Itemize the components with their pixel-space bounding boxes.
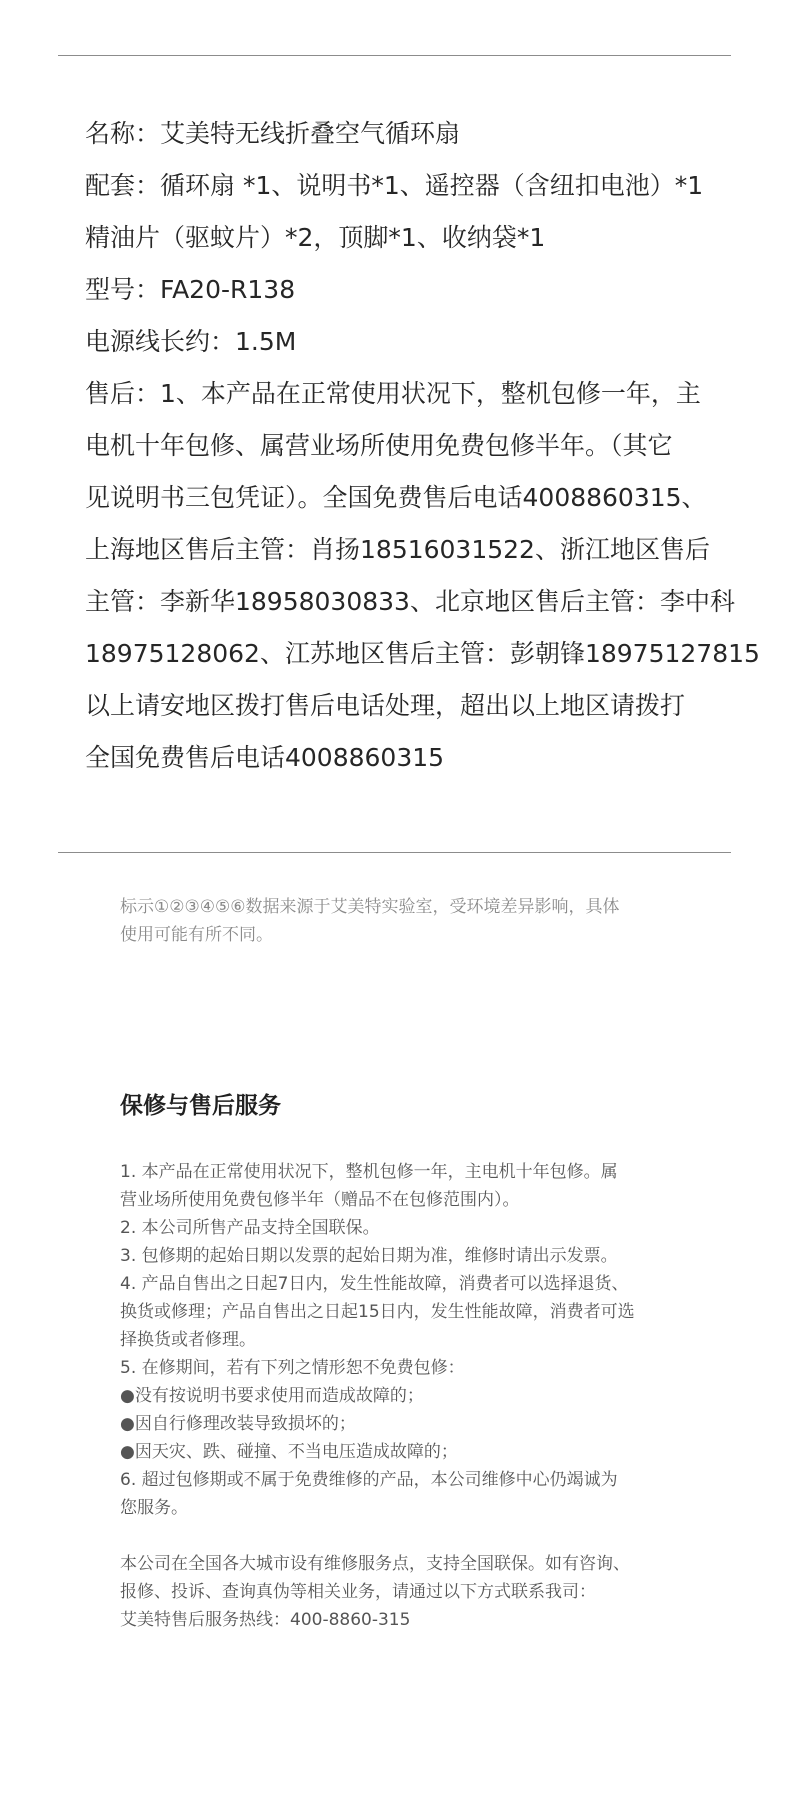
warranty-line: 2. 本公司所售产品支持全国联保。: [120, 1218, 380, 1238]
warranty-line: 1. 本产品在正常使用状况下，整机包修一年，主电机十年包修。属: [120, 1162, 618, 1182]
note-line: 使用可能有所不同。: [120, 925, 273, 945]
spec-cord-length-line: 电源线长约：1.5M: [85, 327, 297, 356]
warranty-section: [120, 1090, 710, 1634]
warranty-bullet: ●因自行修理改装导致损坏的；: [120, 1414, 356, 1434]
spec-after-sales-line: 以上请安地区拨打售后电话处理，超出以上地区请拨打: [85, 691, 686, 720]
warranty-bullet: ●因天灾、跌、碰撞、不当电压造成故障的；: [120, 1442, 458, 1462]
warranty-line: 换货或修理；产品自售出之日起15日内，发生性能故障，消费者可选: [120, 1302, 635, 1322]
warranty-title: 保修与售后服务: [120, 1093, 281, 1119]
warranty-bullet: ●没有按说明书要求使用而造成故障的；: [120, 1386, 424, 1406]
spec-after-sales-line: 上海地区售后主管：肖扬18516031522、浙江地区售后: [85, 535, 710, 564]
note-line: 标示①②③④⑤⑥数据来源于艾美特实验室，受环境差异影响，具体: [120, 897, 620, 917]
spec-after-sales-line: 电机十年包修、属营业场所使用免费包修半年。（其它: [85, 431, 673, 460]
warranty-line: 6. 超过包修期或不属于免费维修的产品，本公司维修中心仍竭诚为: [120, 1470, 618, 1490]
spec-name-line: 名称：艾美特无线折叠空气循环扇: [85, 119, 461, 148]
warranty-line: 4. 产品自售出之日起7日内，发生性能故障，消费者可以选择退货、: [120, 1274, 629, 1294]
warranty-line: 3. 包修期的起始日期以发票的起始日期为准，维修时请出示发票。: [120, 1246, 618, 1266]
warranty-line: 5. 在修期间，若有下列之情形恕不免费包修：: [120, 1358, 465, 1378]
spec-after-sales-line: 全国免费售后电话4008860315: [85, 743, 445, 772]
spec-after-sales-line: 18975128062、江苏地区售后主管：彭朝锋18975127815: [85, 639, 760, 668]
spec-after-sales-line: 售后：1、本产品在正常使用状况下，整机包修一年，主: [85, 379, 701, 408]
contact-line: 报修、投诉、查询真伪等相关业务，请通过以下方式联系我司：: [120, 1582, 596, 1602]
warranty-line: 营业场所使用免费包修半年（赠品不在包修范围内）。: [120, 1190, 520, 1210]
lab-data-note: [120, 893, 700, 949]
warranty-line: 择换货或者修理。: [120, 1330, 256, 1350]
spec-after-sales-line: 见说明书三包凭证）。全国免费售后电话4008860315、: [85, 483, 707, 512]
spec-accessories-line: 配套：循环扇 *1、说明书*1、遥控器（含纽扣电池）*1: [85, 171, 704, 200]
service-contact: [120, 1550, 710, 1634]
warranty-line: 您服务。: [120, 1498, 188, 1518]
service-hotline: 艾美特售后服务热线：400-8860-315: [120, 1610, 411, 1630]
spec-after-sales-line: 主管：李新华18958030833、北京地区售后主管：李中科: [85, 587, 735, 616]
product-spec-block: [85, 108, 760, 784]
top-divider: [58, 55, 731, 56]
spec-model-line: 型号：FA20-R138: [85, 275, 296, 304]
warranty-terms: [120, 1158, 710, 1522]
middle-divider: [58, 852, 731, 853]
spec-accessories-line-2: 精油片（驱蚊片）*2，顶脚*1、收纳袋*1: [85, 223, 546, 252]
contact-line: 本公司在全国各大城市设有维修服务点，支持全国联保。如有咨询、: [120, 1554, 630, 1574]
